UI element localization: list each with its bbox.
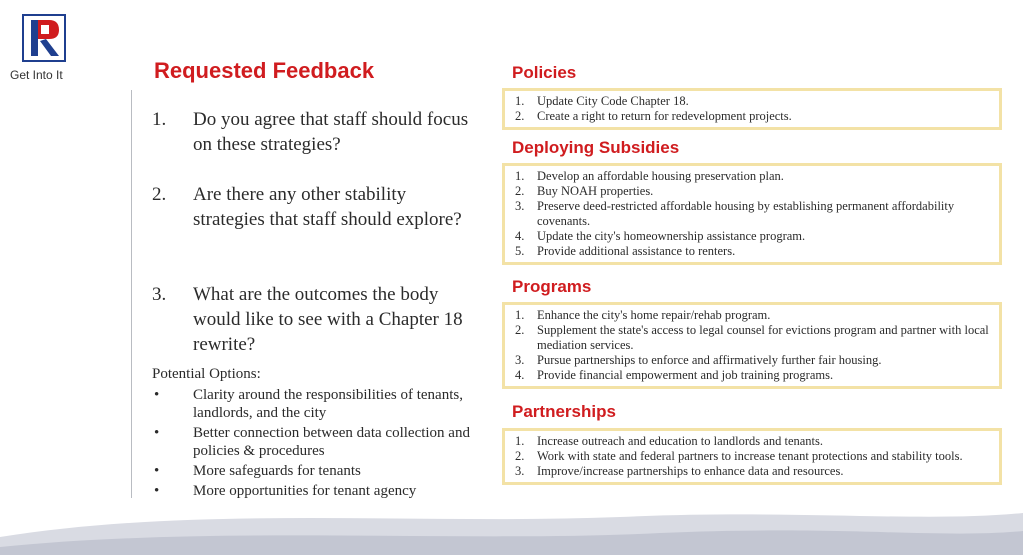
question-2: 2. Are there any other stability strategies that staff should explore? bbox=[152, 184, 462, 230]
list-item: 4. Update the city's homeownership assistance program. bbox=[515, 229, 806, 243]
list-item: 2. Supplement the state's access to legal counsel for evictions program and partner with local mediation services. bbox=[515, 323, 989, 352]
list-item: 1. Enhance the city's home repair/rehab program. bbox=[515, 308, 771, 322]
footer-wave bbox=[0, 495, 1023, 555]
section-title-programs: Programs bbox=[512, 277, 592, 296]
list-item: • Better connection between data collection and policies & procedures bbox=[154, 425, 470, 459]
list-item: 3. Preserve deed-restricted affordable housing by establishing permanent affordability covenants. bbox=[515, 199, 955, 228]
options-title: Potential Options: bbox=[152, 366, 261, 382]
list-item: 1. Develop an affordable housing preservation plan. bbox=[515, 169, 784, 183]
list-item: 4. Provide financial empowerment and job training programs. bbox=[515, 368, 834, 382]
list-item: 3. Improve/increase partnerships to enhance data and resources. bbox=[515, 464, 844, 478]
section-title-policies: Policies bbox=[512, 63, 577, 82]
section-title-partnerships: Partnerships bbox=[512, 402, 616, 421]
list-item: • More safeguards for tenants bbox=[154, 463, 361, 479]
list-item: • Clarity around the responsibilities of tenants, landlords, and the city bbox=[154, 387, 463, 421]
question-1: 1. Do you agree that staff should focus on these strategies? bbox=[152, 109, 469, 155]
list-item: 2. Buy NOAH properties. bbox=[515, 184, 654, 198]
list-item: 2. Work with state and federal partners to increase tenant protections and stability tools. bbox=[515, 449, 963, 463]
list-item: • More opportunities for tenant agency bbox=[154, 483, 417, 499]
list-item: 1. Increase outreach and education to landlords and tenants. bbox=[515, 434, 823, 448]
section-box-partnerships bbox=[502, 428, 1002, 485]
section-box-programs bbox=[502, 302, 1002, 389]
city-logo-icon bbox=[22, 14, 66, 62]
list-item: 5. Provide additional assistance to renters. bbox=[515, 244, 736, 258]
page-title: Requested Feedback bbox=[154, 58, 375, 83]
brand-tagline: Get Into It bbox=[10, 68, 63, 82]
options-list bbox=[152, 386, 472, 502]
section-box-policies bbox=[502, 88, 1002, 130]
section-title-deploying-subsidies: Deploying Subsidies bbox=[512, 138, 680, 157]
list-item: 2. Create a right to return for redevelopment projects. bbox=[515, 109, 792, 123]
question-3: 3. What are the outcomes the body would like to see with a Chapter 18 rewrite? bbox=[152, 284, 463, 355]
divider bbox=[131, 90, 132, 498]
section-box-deploying-subsidies bbox=[502, 163, 1002, 265]
list-item: 3. Pursue partnerships to enforce and affirmatively further fair housing. bbox=[515, 353, 882, 367]
list-item: 1. Update City Code Chapter 18. bbox=[515, 94, 689, 108]
